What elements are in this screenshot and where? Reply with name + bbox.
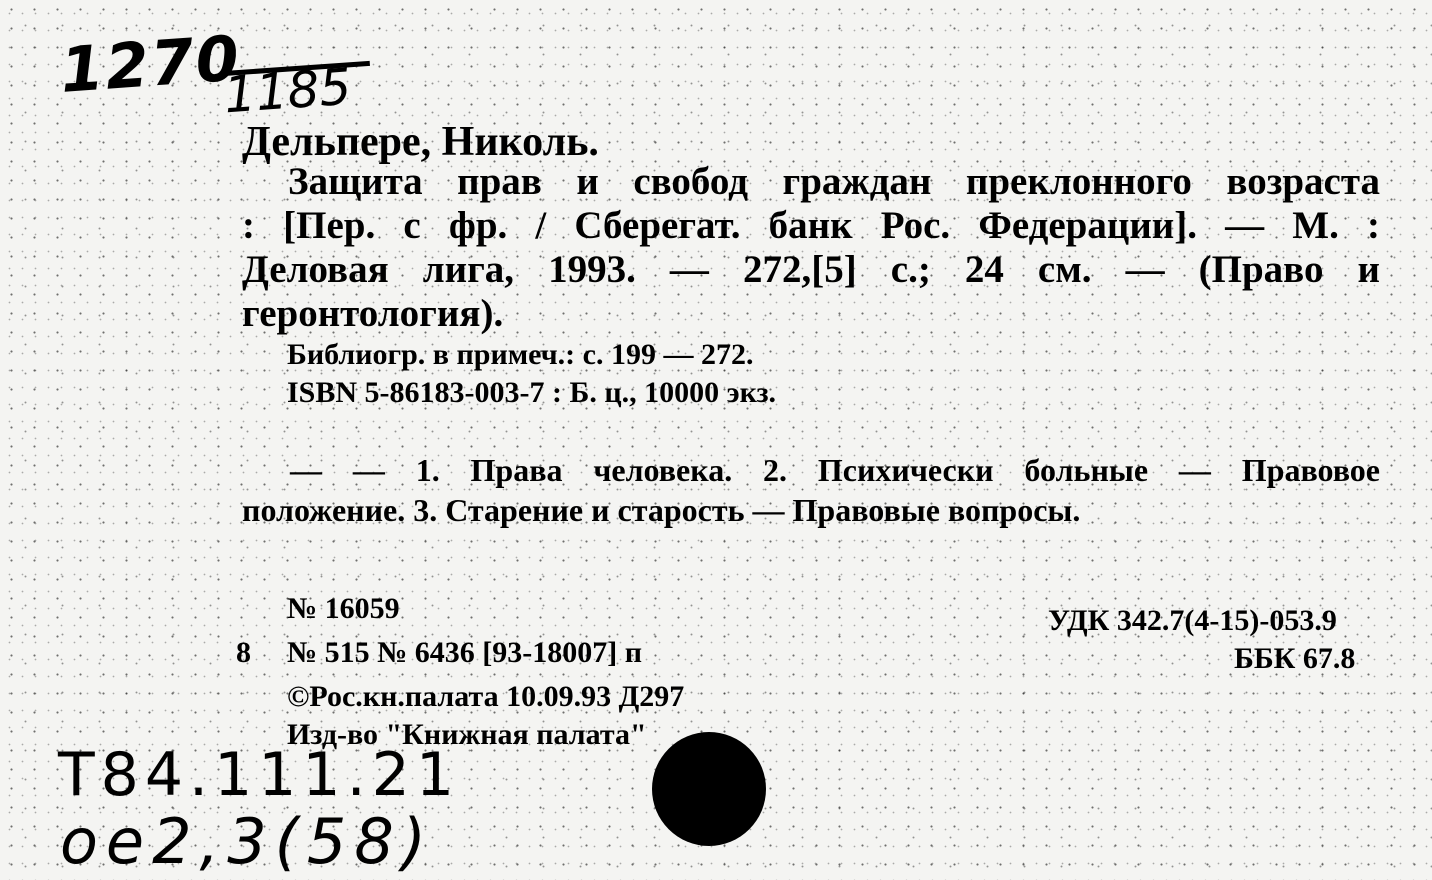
- subject-headings: [242, 450, 1380, 530]
- handwritten-classification-code: oe2,3(58): [60, 805, 434, 878]
- chamber-stamp-line: ©Рос.кн.палата 10.09.93 Д297: [287, 680, 685, 713]
- isbn-line: ISBN 5-86183-003-7 : Б. ц., 10000 экз.: [287, 376, 777, 409]
- title-line: Деловая лига, 1993. — 272,[5] с.; 24 см. — (Право и: [242, 248, 1380, 291]
- subject-line: положение. 3. Старение и старость — Правовые вопросы.: [242, 492, 1081, 528]
- udk-code: УДК 342.7(4-15)-053.9: [1048, 604, 1337, 637]
- card-prefix-digit: 8: [236, 636, 251, 669]
- handwritten-call-number: 1270: [58, 21, 244, 107]
- title-description: [242, 160, 1380, 336]
- title-line: геронтология).: [242, 292, 504, 335]
- bibliography-note: Библиогр. в примеч.: с. 199 — 272.: [287, 338, 754, 371]
- author-heading: Дельпере, Николь.: [242, 119, 599, 165]
- bbk-code: ББК 67.8: [1234, 642, 1356, 675]
- publisher-line: Изд-во "Книжная палата": [287, 718, 647, 751]
- handwritten-call-fraction: 1185: [222, 57, 354, 125]
- registration-numbers: № 515 № 6436 [93-18007] п: [287, 636, 643, 669]
- card-number: № 16059: [287, 592, 400, 625]
- title-line: Защита прав и свобод граждан преклонного возраста: [288, 160, 1380, 203]
- title-line: : [Пер. с фр. / Сберегат. банк Рос. Федерации]. — М. :: [242, 204, 1380, 247]
- subject-line: — — 1. Права человека. 2. Психически больные — Правовое: [290, 452, 1380, 488]
- handwritten-classification: T84.111.21: [58, 740, 461, 810]
- punch-hole: [652, 732, 766, 846]
